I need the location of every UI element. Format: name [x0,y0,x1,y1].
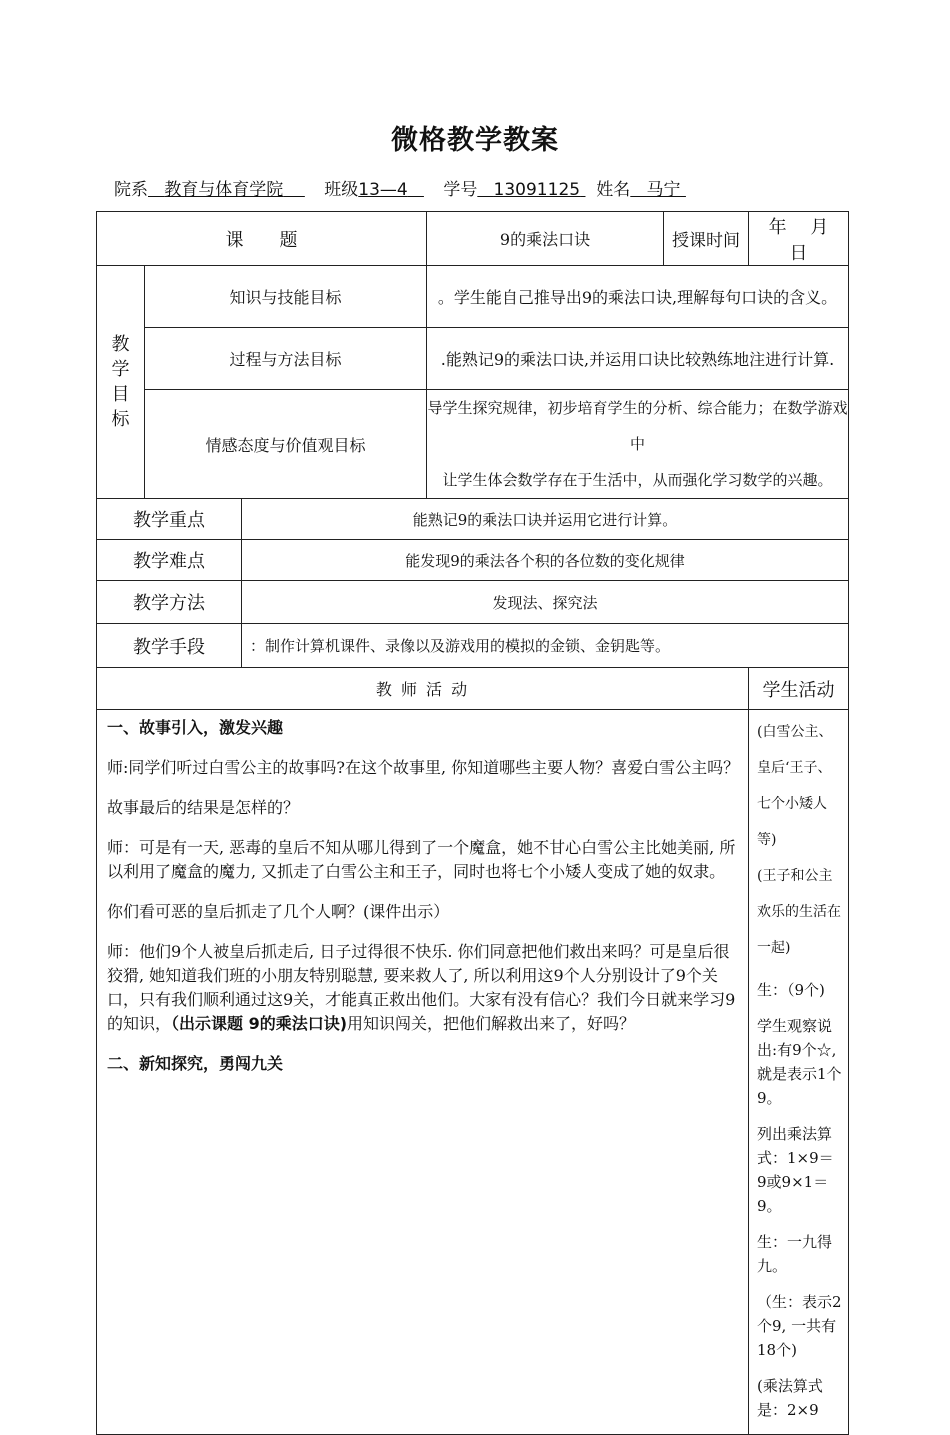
teacher-paragraph-1: 师:同学们听过白雪公主的故事吗?在这个故事里, 你知道哪些主要人物？喜爱白雪公主吗？ [107,758,740,777]
date-field: 年 月 日 [749,212,849,266]
knowledge-label: 知识与技能目标 [145,266,427,328]
teacher-paragraph-3: 师：可是有一天, 恶毒的皇后不知从哪儿得到了一个魔盒，她不甘心白雪公主比她美丽, 所以利用了魔盒的魔力, 又抓走了白雪公主和王子，同时也将七个小矮人变成了她的奴隶。 [107,838,736,881]
means-label: 教学手段 [97,624,242,668]
student-note-3: 生：（9个) [757,981,825,999]
emotion-value: 导学生探究规律，初步培育学生的分析、综合能力；在数学游戏中 让学生体会数学存在于生活中，从而强化学习数学的兴趣。 [427,390,849,499]
student-note-6: 生：一九得九。 [757,1233,833,1275]
teacher-activity-header: 教 师 活 动 [97,668,749,710]
method-label: 教学方法 [97,581,242,624]
goals-label: 教 学 目 标 [97,266,145,499]
method-value: 发现法、探究法 [242,581,849,624]
topic-value: 9的乘法口诀 [427,212,664,266]
id-label: 学号 [443,180,478,200]
knowledge-value: 。学生能自己推导出9的乘法口诀,理解每句口诀的含义。 [427,266,849,328]
teacher-paragraph-4: 你们看可恶的皇后抓走了几个人啊？(课件出示） [107,902,450,921]
difficulty-value: 能发现9的乘法各个积的各位数的变化规律 [242,540,849,581]
key-value: 能熟记9的乘法口诀并运用它进行计算。 [242,499,849,540]
student-activity-header: 学生活动 [749,668,849,710]
name-value: 马宁 [646,180,681,200]
topic-label: 课 题 [97,212,427,266]
lesson-plan-table [96,211,853,1435]
section-heading-2: 二、新知探究，勇闯九关 [107,1054,284,1073]
id-value: 13091125 [493,180,581,200]
process-label: 过程与方法目标 [145,328,427,390]
key-label: 教学重点 [97,499,242,540]
student-note-1: (白雪公主、皇后‘王子、七个小矮人等) [757,724,833,848]
lesson-title-emphasis: （出示课题 9的乘法口诀) [171,1014,348,1033]
student-note-7: （生：表示2个9, 一共有18个) [757,1293,842,1359]
name-label: 姓名 [596,180,631,200]
means-value: ：制作计算机课件、录像以及游戏用的模拟的金锁、金钥匙等。 [242,624,849,668]
teacher-paragraph-5: 师：他们9个人被皇后抓走后, 日子过得很不快乐. 你们同意把他们救出来吗？可是皇后很狡猾, 她知道我们班的小朋友特别聪慧, 要来救人了, 所以利用这9个人分别设计了9个关口，只有我们顺利通过这9关，才能真正救出他们。大家有没有信心？我们今日就来学习9的知识，（出示课题 9的乘法口诀)用知识闯关，把他们解救出来了，好吗？ [107,942,736,1033]
info-line [114,175,686,200]
student-activity-content [749,710,849,1435]
process-value: .能熟记9的乘法口诀,并运用口诀比较熟练地注进行计算. [427,328,849,390]
teacher-paragraph-2: 故事最后的结果是怎样的？ [107,798,300,817]
student-note-4: 学生观察说出:有9个☆, 就是表示1个9。 [757,1017,842,1107]
student-note-2: (王子和公主欢乐的生活在一起) [757,868,842,956]
time-label: 授课时间 [664,212,749,266]
student-note-5: 列出乘法算式：1×9＝9或9×1＝9。 [757,1125,834,1215]
page-title: 微格教学教案 [391,125,559,156]
class-label: 班级 [324,180,359,200]
section-heading-1: 一、故事引入，激发兴趣 [107,718,284,737]
dept-value: 教育与体育学院 [164,180,284,200]
teacher-activity-content [97,710,749,1435]
class-value: 13—4 [358,180,408,200]
student-note-8: (乘法算式是：2×9 [757,1377,823,1419]
emotion-label: 情感态度与价值观目标 [145,390,427,499]
difficulty-label: 教学难点 [97,540,242,581]
dept-label: 院系 [114,180,148,200]
